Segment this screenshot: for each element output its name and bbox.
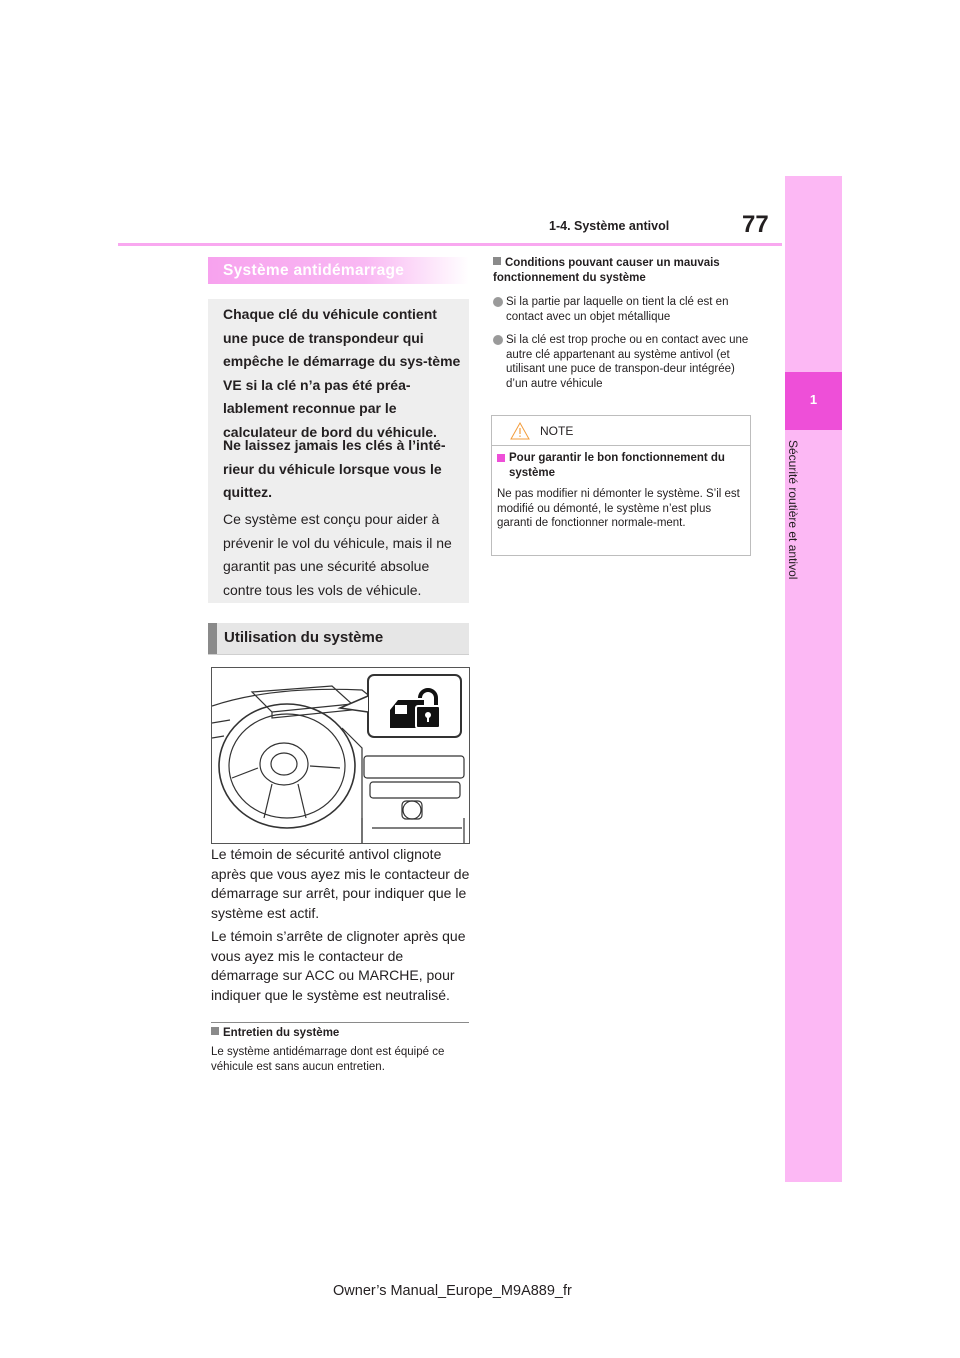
intro-bold-2: Ne laissez jamais les clés à l’inté-rieur du véhicule lorsque vous le quittez. — [223, 437, 446, 500]
round-bullet-icon — [493, 335, 503, 345]
square-bullet-icon — [493, 257, 501, 265]
note-label: NOTE — [540, 424, 574, 438]
usage-heading — [208, 623, 469, 655]
chapter-label: Sécurité routière et antivol — [786, 440, 800, 580]
intro-box — [208, 299, 469, 603]
footer-text: Owner’s Manual_Europe_M9A889_fr — [333, 1283, 572, 1299]
chapter-label-container — [786, 440, 810, 610]
note-box — [491, 415, 751, 556]
square-bullet-icon — [497, 454, 505, 462]
immobilizer-heading — [208, 257, 469, 284]
stop-blink-paragraph: Le témoin s’arrête de clignoter après que vous ayez mis le contacteur de démarrage sur ACC ou MARCHE, pour indiquer que le système est neutralisé. — [211, 928, 466, 1003]
square-bullet-icon — [211, 1027, 219, 1035]
note-header — [492, 416, 750, 446]
conditions-title-text: Conditions pouvant causer un mauvais fonctionnement du système — [493, 257, 720, 284]
immobilizer-heading-text: Système antidémarrage — [223, 262, 405, 279]
note-title-text: Pour garantir le bon fonctionnement du système — [509, 452, 725, 479]
maintenance-title-text: Entretien du système — [223, 1027, 340, 1039]
maintenance-title — [211, 1027, 339, 1039]
dashboard-illustration — [211, 667, 470, 844]
usage-heading-text: Utilisation du système — [224, 629, 384, 646]
header-rule — [118, 243, 782, 246]
chapter-side-tab — [785, 176, 842, 1182]
maintenance-text: Le système antidémarrage dont est équipé ce véhicule est sans aucun entretien. — [211, 1046, 445, 1073]
round-bullet-icon — [493, 297, 503, 307]
heading-bar — [208, 623, 217, 654]
list-item-text: Si la clé est trop proche ou en contact avec une autre clé appartenant au système antivol (et utilisant une puce de transpon-deur intégrée) d’un autre véhicule — [506, 334, 749, 390]
list-item-text: Si la partie par laquelle on tient la clé est en contact avec un objet métallique — [506, 296, 729, 323]
blink-paragraph: Le témoin de sécurité antivol clignote après que vous ayez mis le contacteur de démarrage sur arrêt, pour indiquer que le système est actif. — [211, 846, 470, 921]
section-title: 1-4. Système antivol — [549, 219, 670, 233]
note-text: Ne pas modifier ni démonter le système. S’il est modifié ou démonté, le système n’est plus garanti de fonctionner normale-ment. — [497, 488, 740, 529]
list-item — [493, 295, 755, 327]
list-item — [493, 333, 755, 397]
conditions-title — [493, 256, 753, 286]
page-number: 77 — [742, 211, 769, 238]
chapter-number: 1 — [809, 392, 818, 407]
note-title — [497, 451, 745, 481]
intro-bold-1: Chaque clé du véhicule contient une puce de transpondeur qui empêche le démarrage du sys-tème VE si la clé n’a pas été préa-lablement reconnue par le calculateur de bord du véhicule. — [223, 306, 461, 440]
intro-normal: Ce système est conçu pour aider à prévenir le vol du véhicule, mais il ne garantit pas une sécurité absolue contre tous les vols de véhicule. — [223, 511, 452, 598]
dashboard-drawing — [212, 668, 469, 843]
maintenance-rule — [211, 1022, 469, 1023]
warning-triangle-icon — [510, 422, 530, 440]
